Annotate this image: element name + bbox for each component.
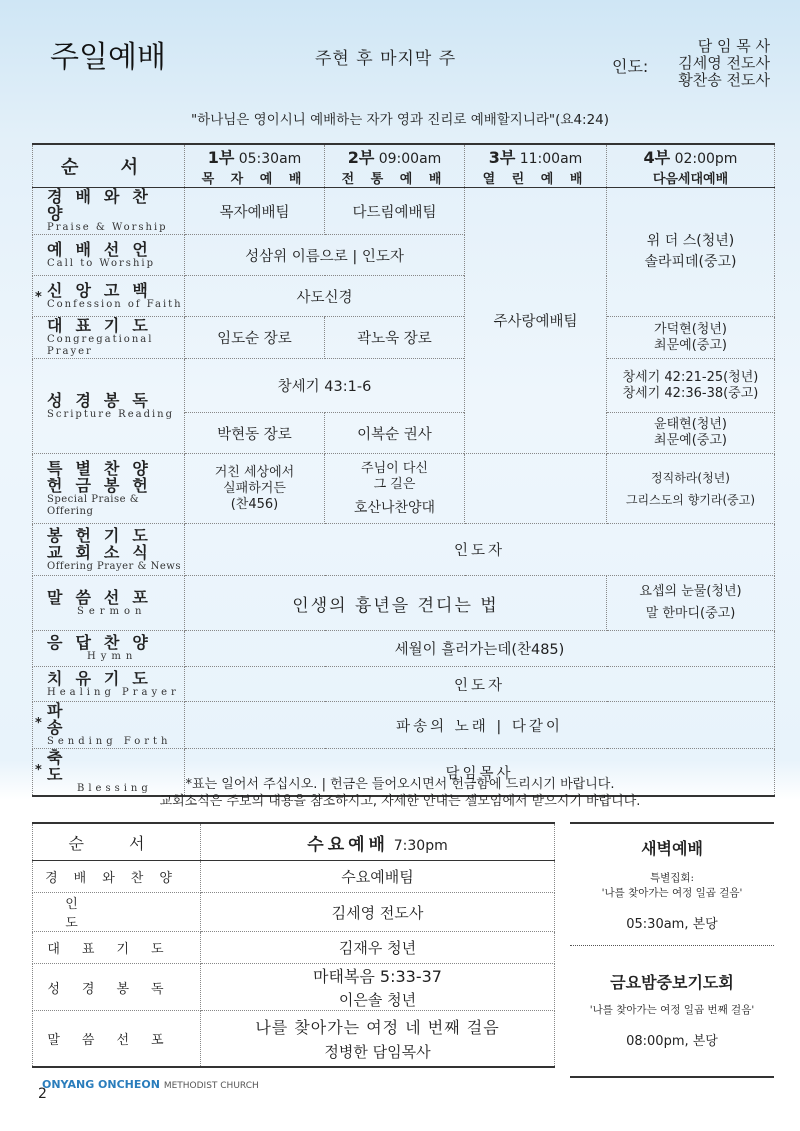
page-number: 2	[38, 1086, 47, 1102]
page-title: 주일예배	[50, 40, 166, 75]
prayer-service-4: 가덕현(청년) 최문예(중고)	[607, 317, 775, 359]
table-row	[33, 524, 775, 576]
hymn-all: 세월이 흘러가는데(찬485)	[185, 631, 775, 667]
friday-title: 금요밤중보기도회	[610, 973, 734, 992]
notice	[0, 776, 800, 810]
wed-value: 김세영 전도사	[201, 893, 555, 932]
leader-1: 담 임 목 사	[697, 37, 770, 55]
order-special: 특별찬양 헌금봉헌 Special Praise & Offering	[33, 454, 185, 524]
wed-label: 말씀선포	[33, 1011, 201, 1067]
wednesday-service-table	[32, 822, 555, 1068]
wed-header-order: 순 서	[33, 823, 201, 861]
bible-verse: "하나님은 영이시니 예배하는 자가 영과 진리로 예배할지니라"(요4:24)	[190, 112, 610, 128]
table-header-row	[33, 823, 555, 861]
blessing-all: 담임목사	[185, 749, 775, 797]
side-services	[570, 822, 774, 1078]
header-service-3: 3부 11:00am 열 린 예 배	[465, 144, 607, 188]
friday-time: 08:00pm, 본당	[626, 1034, 718, 1049]
leader-2: 김세영 전도사	[678, 54, 770, 72]
order-prayer: 대표기도 Congregational Prayer	[33, 317, 185, 359]
notice-line-1: *표는 일어서 주십시오. | 헌금은 들어오시면서 헌금함에 드리시기 바랍니다.	[185, 777, 615, 792]
prayer-service-1: 임도순 장로	[185, 317, 325, 359]
table-row	[33, 359, 775, 413]
sunday-service-table	[32, 143, 775, 797]
call-services-1-2: 성삼위 이름으로 | 인도자	[185, 235, 465, 276]
week-subtitle: 주현 후 마지막 주	[315, 49, 457, 69]
order-call: 예배선언 Call to Worship	[33, 235, 185, 276]
confession-services-1-2: 사도신경	[185, 276, 465, 317]
dawn-time: 05:30am, 본당	[626, 917, 718, 932]
wed-label: 인도	[33, 893, 201, 932]
sermon-title: 인생의 흉년을 견디는 법	[185, 576, 607, 631]
table-row	[33, 188, 775, 235]
dawn-sub-2: '나를 찾아가는 여정 일곱 걸음'	[601, 887, 743, 899]
praise-service-1: 목자예배팀	[185, 188, 325, 235]
scripture-service-4: 창세기 42:21-25(청년) 창세기 42:36-38(중고)	[607, 359, 775, 413]
table-row	[33, 964, 555, 1011]
header-service-1: 1부 05:30am 목 자 예 배	[185, 144, 325, 188]
reader-service-1: 박현동 장로	[185, 413, 325, 454]
wed-header-title: 수요예배 7:30pm	[201, 823, 555, 861]
table-row	[33, 576, 775, 631]
reader-service-2: 이복순 권사	[325, 413, 465, 454]
header-order: 순 서	[33, 144, 185, 188]
wed-value: 마태복음 5:33-37 이은솔 청년	[201, 964, 555, 1011]
dawn-sub-1: 특별집회:	[649, 872, 695, 884]
offering-all: 인도자	[185, 524, 775, 576]
special-service-1: 거친 세상에서 실패하거든 (찬456)	[185, 454, 325, 524]
special-service-2: 주님이 다신 그 길은 호산나찬양대	[325, 454, 465, 524]
leader-label: 인도:	[612, 57, 649, 76]
order-sending: * 파송 Sending Forth	[33, 702, 185, 749]
table-row	[33, 861, 555, 893]
friday-service	[570, 970, 774, 1049]
order-praise: 경배와찬양 Praise & Worship	[33, 188, 185, 235]
order-offering: 봉헌기도 교회소식 Offering Prayer & News	[33, 524, 185, 576]
wed-value: 김재우 청년	[201, 932, 555, 964]
order-scripture: 성경봉독 Scripture Reading	[33, 359, 185, 454]
wed-value: 수요예배팀	[201, 861, 555, 893]
reader-service-4: 윤태현(청년) 최문예(중고)	[607, 413, 775, 454]
wed-label: 성경봉독	[33, 964, 201, 1011]
wed-label: 대표기도	[33, 932, 201, 964]
special-service-4: 정직하라(청년) 그리스도의 향기라(중고)	[607, 454, 775, 524]
order-sermon: 말씀선포 Sermon	[33, 576, 185, 631]
wed-label: 경배와찬양	[33, 861, 201, 893]
leader-3: 황찬송 전도사	[678, 71, 770, 89]
table-row	[33, 317, 775, 359]
church-logo: ONYANG ONCHEON METHODIST CHURCH	[42, 1078, 259, 1091]
sermon-service-4: 요셉의 눈물(청년) 말 한마디(중고)	[607, 576, 775, 631]
table-header-row	[33, 144, 775, 188]
prayer-service-2: 곽노욱 장로	[325, 317, 465, 359]
header-service-2: 2부 09:00am 전 통 예 배	[325, 144, 465, 188]
order-healing: 치유기도 Healing Prayer	[33, 667, 185, 702]
scripture-services-1-2: 창세기 43:1-6	[185, 359, 465, 413]
order-blessing: * 축도 Blessing	[33, 749, 185, 797]
table-row	[33, 667, 775, 702]
table-row	[33, 454, 775, 524]
table-row	[33, 932, 555, 964]
order-hymn: 응답찬양 Hymn	[33, 631, 185, 667]
sending-all: 파송의 노래 | 다같이	[185, 702, 775, 749]
dawn-title: 새벽예배	[641, 839, 703, 858]
wed-value: 나를 찾아가는 여정 네 번째 걸음 정병한 담임목사	[201, 1011, 555, 1067]
table-row	[33, 631, 775, 667]
dawn-service	[570, 836, 774, 932]
table-row	[33, 702, 775, 749]
notice-line-2: 교회소식은 주보의 내용을 참조하시고, 자세한 안내는 셀모임에서 받으시기 바랍니다.	[159, 794, 641, 809]
table-row	[33, 893, 555, 932]
friday-sub: '나를 찾아가는 여정 일곱 번째 걸음'	[589, 1004, 755, 1016]
side-divider	[570, 945, 774, 946]
special-service-3	[465, 454, 607, 524]
order-confession: * 신앙고백 Confession of Faith	[33, 276, 185, 317]
praise-team-service-3: 주사랑예배팀	[465, 188, 607, 454]
praise-service-2: 다드림예배팀	[325, 188, 465, 235]
header-service-4: 4부 02:00pm 다음세대예배	[607, 144, 775, 188]
healing-all: 인도자	[185, 667, 775, 702]
praise-team-service-4: 위 더 스(청년) 솔라피데(중고)	[607, 188, 775, 317]
table-row	[33, 1011, 555, 1067]
